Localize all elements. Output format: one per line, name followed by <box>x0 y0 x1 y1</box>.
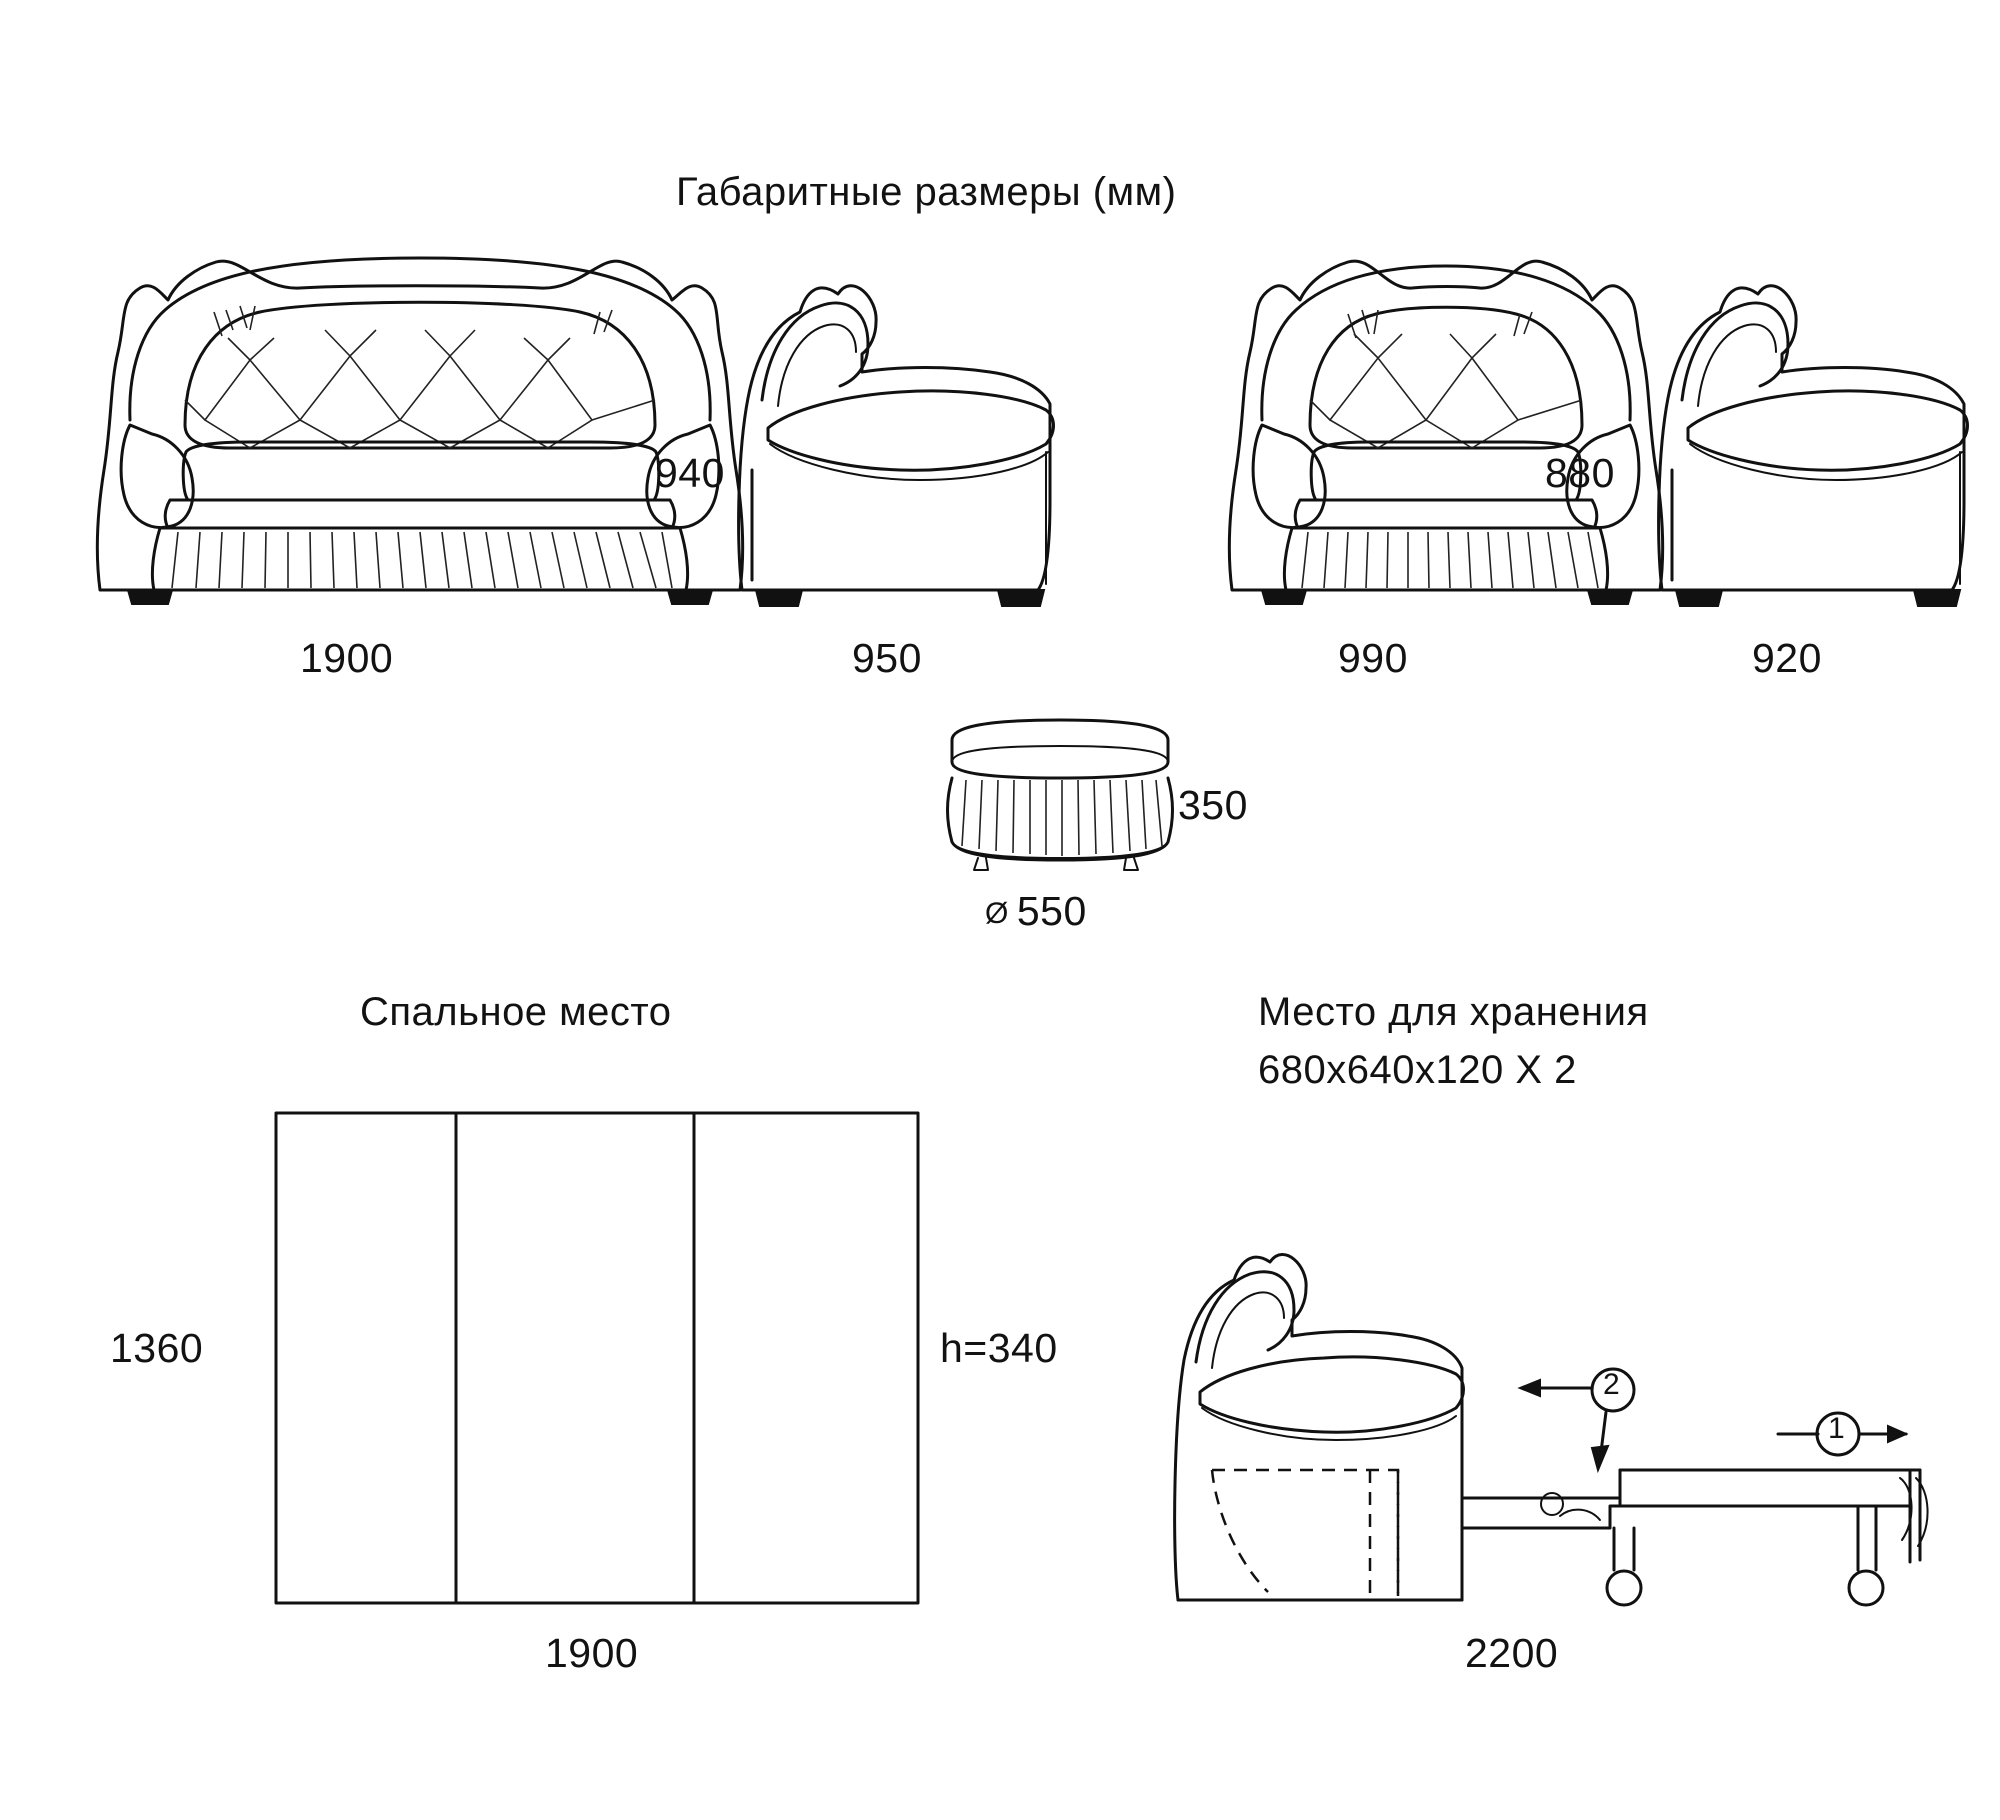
armchair-side-view-icon <box>1659 286 1968 606</box>
diameter-icon: Ø <box>985 897 1009 930</box>
dimension-sofa-width: 1900 <box>300 635 394 681</box>
dimension-sofa-depth: 950 <box>852 635 922 681</box>
dimension-bed-width: 1900 <box>545 1630 639 1676</box>
armchair-front-view-icon <box>1229 261 1662 604</box>
dimension-armchair-depth: 920 <box>1752 635 1822 681</box>
dimension-sofa-height: 940 <box>655 450 725 496</box>
dimension-armchair-width: 990 <box>1338 635 1408 681</box>
sofa-bed-unfolded-icon <box>1175 1255 1928 1605</box>
storage-title: Место для хранения <box>1258 990 1649 1034</box>
dimension-pouf-height: 350 <box>1178 782 1248 828</box>
sofa-side-view-icon <box>739 286 1054 606</box>
sleeping-area-title: Спальное место <box>360 990 672 1034</box>
dimension-unfolded-length: 2200 <box>1465 1630 1559 1676</box>
step-1-label: 1 <box>1828 1412 1846 1445</box>
dimension-bed-height: h=340 <box>940 1325 1058 1371</box>
dimension-bed-depth: 1360 <box>110 1325 204 1371</box>
sleeping-area-diagram <box>276 1113 918 1603</box>
storage-spec: 680x640x120 X 2 <box>1258 1048 1577 1092</box>
dimension-armchair-height: 880 <box>1545 450 1615 496</box>
sofa-front-view-icon <box>97 258 742 604</box>
dimension-pouf-diameter-value: 550 <box>1016 888 1087 934</box>
page-title: Габаритные размеры (мм) <box>676 170 1177 214</box>
pouf-icon <box>948 720 1173 870</box>
step-2-label: 2 <box>1603 1368 1621 1401</box>
dimension-pouf-diameter <box>985 888 1087 935</box>
